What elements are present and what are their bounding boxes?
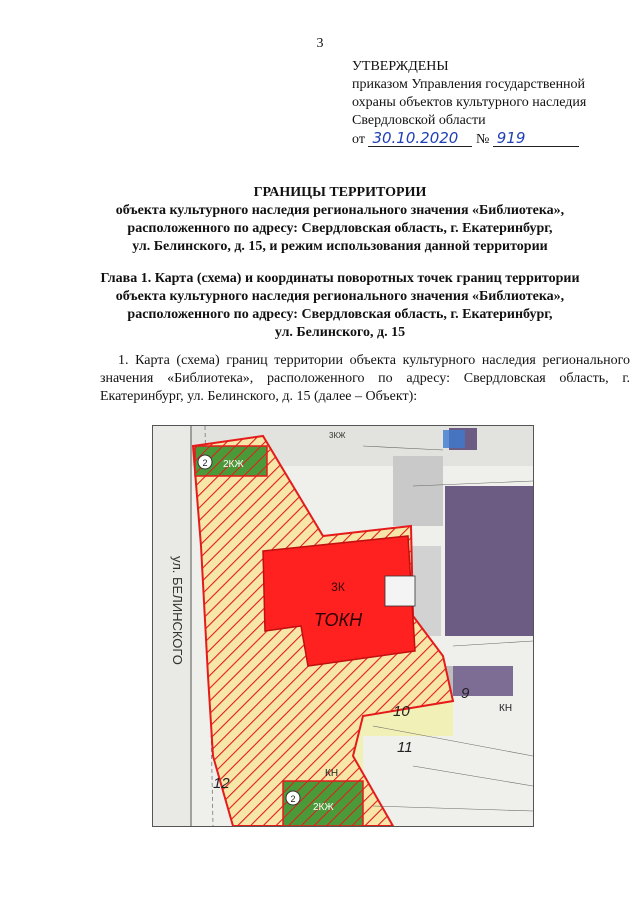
point-9: 9 xyxy=(461,685,470,702)
date-prefix: от xyxy=(352,132,365,147)
chapter-line-3: расположенного по адресу: Свердловская область, г. Екатеринбург, xyxy=(127,307,553,322)
paragraph-1 xyxy=(100,352,630,406)
page-number: 3 xyxy=(316,36,324,51)
chapter-line-2: объекта культурного наследия регионального значения «Библиотека», xyxy=(115,289,565,304)
point-11: 11 xyxy=(397,739,413,756)
courtyard xyxy=(385,576,415,606)
purple-block-large xyxy=(445,486,533,636)
label-kn-right: КН xyxy=(499,703,513,714)
main-building-floors: 3К xyxy=(331,580,345,594)
label-kn: КН xyxy=(325,768,339,779)
gray-block-1 xyxy=(393,456,443,526)
document-title xyxy=(40,184,640,256)
map-svg xyxy=(153,426,533,826)
blue-square xyxy=(443,430,465,448)
point-12: 12 xyxy=(213,775,230,792)
point-10: 10 xyxy=(393,703,410,720)
circle-number-bottom: 2 xyxy=(290,794,296,804)
approval-line-3: Свердловской области xyxy=(352,113,486,128)
paragraph-text: 1. Карта (схема) границ территории объекта культурного наследия регионального значения «Библиотека», расположенного по адресу: Свердловская область, г. Екатеринбург, ул. Белинского, д. 15 (далее – Объект): xyxy=(100,353,630,404)
number-sign: № xyxy=(475,132,490,147)
handwritten-number: 919 xyxy=(493,131,579,147)
title-line-4: ул. Белинского, д. 15, и режим использования данной территории xyxy=(132,239,548,254)
street-label: ул. БЕЛИНСКОГО xyxy=(170,556,185,665)
territory-map xyxy=(152,425,534,827)
circle-number-top: 2 xyxy=(202,458,208,468)
approval-line-1: приказом Управления государственной xyxy=(352,77,586,92)
title-line-3: расположенного по адресу: Свердловская область, г. Екатеринбург, xyxy=(127,221,553,236)
title-line-2: объекта культурного наследия регионального значения «Библиотека», xyxy=(115,203,565,218)
chapter-line-4: ул. Белинского, д. 15 xyxy=(274,325,406,340)
green-label-top: 2КЖ xyxy=(223,459,244,470)
handwritten-date: 30.10.2020 xyxy=(368,131,472,147)
green-label-bottom: 2КЖ xyxy=(313,802,334,813)
chapter-heading xyxy=(40,270,640,342)
main-building-label: ТОКН xyxy=(313,610,363,630)
approval-heading: УТВЕРЖДЕНЫ xyxy=(352,59,449,74)
label-3kzh: 3КЖ xyxy=(329,431,346,440)
approval-date-line xyxy=(352,131,632,149)
approval-block xyxy=(352,58,632,149)
approval-line-2: охраны объектов культурного наследия xyxy=(352,95,587,110)
title-line-1: ГРАНИЦЫ ТЕРРИТОРИИ xyxy=(253,185,427,200)
chapter-line-1: Глава 1. Карта (схема) и координаты поворотных точек границ территории xyxy=(100,271,580,286)
